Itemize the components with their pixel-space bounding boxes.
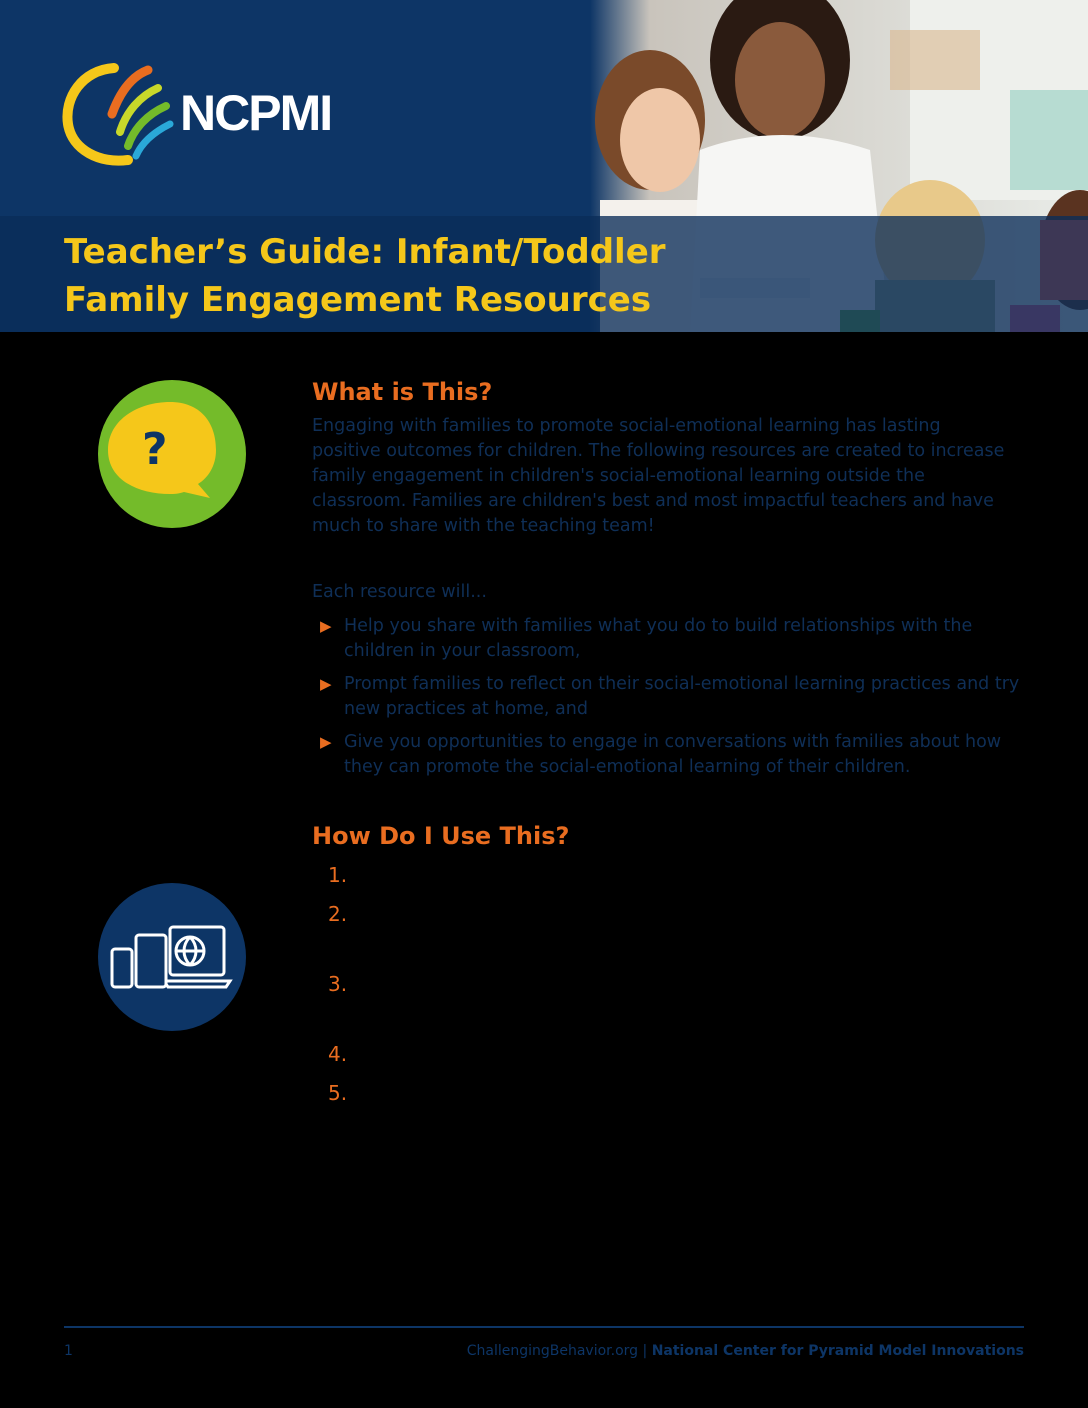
footer-org-name: National Center for Pyramid Model Innovations [651,1343,1024,1359]
logo-wordmark: NCPMI [180,85,332,141]
bullet-text: Help you share with families what you do to build relationships with the children in your classroom, [344,616,973,661]
how-do-i-use-this-heading: How Do I Use This? [312,822,570,850]
footer-divider [64,1326,1024,1328]
list-item [320,730,1020,780]
title-line-1: Teacher’s Guide: Infant/Toddler [64,232,666,272]
svg-text:?: ? [142,424,168,475]
page-title [64,228,684,324]
question-bubble-icon [98,380,246,528]
bullet-text: Prompt families to reflect on their social-emotional learning practices and try new practices at home, and [344,674,1020,719]
step-number-3: 3. [328,972,348,996]
resource-bullet-list [320,614,1020,788]
list-item [320,672,1020,722]
footer-separator: | [642,1343,648,1359]
footer-credit [467,1343,1024,1359]
play-arrow-icon: ▶ [320,675,332,693]
play-arrow-icon: ▶ [320,733,332,751]
header-banner [0,0,1088,332]
bullet-text: Give you opportunities to engage in conversations with families about how they can promote the social-emotional learning of their children. [344,732,1002,777]
each-resource-lead: Each resource will... [312,582,487,602]
step-number-5: 5. [328,1081,348,1105]
ncpmi-swirl-icon [62,62,182,166]
speech-bubble-icon [98,380,246,528]
devices-icon [98,883,246,1031]
what-is-this-heading: What is This? [312,378,493,406]
step-number-1: 1. [328,863,348,887]
phone-tablet-laptop-icon [98,883,246,1031]
title-line-2: Family Engagement Resources [64,280,652,320]
list-item [320,614,1020,664]
step-number-4: 4. [328,1042,348,1066]
step-number-2: 2. [328,902,348,926]
what-is-this-paragraph: Engaging with families to promote social-emotional learning has lasting positive outcomes for children. The following resources are created to increase family engagement in children's social-emotional learning outside the classroom. Families are children's best and most impactful teachers and have much to share with the teaching team! [312,416,1005,536]
play-arrow-icon: ▶ [320,617,332,635]
ncpmi-logo [62,62,352,166]
page-number: 1 [64,1343,73,1359]
footer-site-link[interactable]: ChallengingBehavior.org [466,1343,639,1359]
